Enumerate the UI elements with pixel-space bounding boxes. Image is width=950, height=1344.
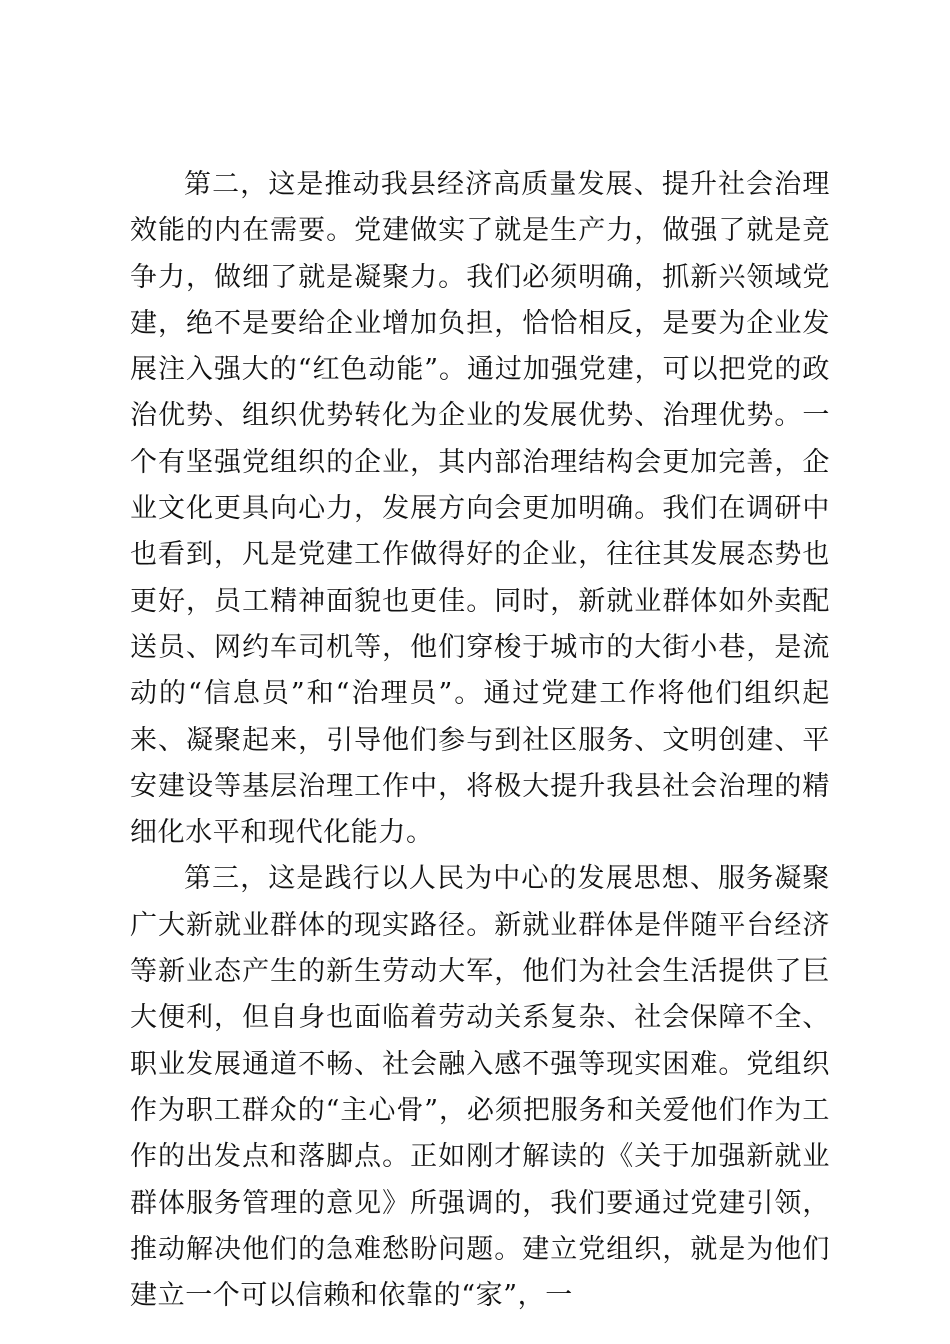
paragraph-second-point: 第二，这是推动我县经济高质量发展、提升社会治理效能的内在需要。党建做实了就是生产力，做强了就是竞争力，做细了就是凝聚力。我们必须明确，抓新兴领域党建，绝不是要给企业增加负担，恰恰相反，是要为企业发展注入强大的“红色动能”。通过加强党建，可以把党的政治优势、组织优势转化为企业的发展优势、治理优势。一个有坚强党组织的企业，其内部治理结构会更加完善，企业文化更具向心力，发展方向会更加明确。我们在调研中也看到，凡是党建工作做得好的企业，往往其发展态势也更好，员工精神面貌也更佳。同时，新就业群体如外卖配送员、网约车司机等，他们穿梭于城市的大街小巷，是流动的“信息员”和“治理员”。通过党建工作将他们组织起来、凝聚起来，引导他们参与到社区服务、文明创建、平安建设等基层治理工作中，将极大提升我县社会治理的精细化水平和现代化能力。 bbox=[130, 169, 830, 849]
document-body bbox=[130, 162, 830, 1319]
paragraph-third-point: 第三，这是践行以人民为中心的发展思想、服务凝聚广大新就业群体的现实路径。新就业群体是伴随平台经济等新业态产生的新生劳动大军，他们为社会生活提供了巨大便利，但自身也面临着劳动关系复杂、社会保障不全、职业发展通道不畅、社会融入感不强等现实困难。党组织作为职工群众的“主心骨”，必须把服务和关爱他们作为工作的出发点和落脚点。正如刚才解读的《关于加强新就业群体服务管理的意见》所强调的，我们要通过党建引领，推动解决他们的急难愁盼问题。建立党组织，就是为他们建立一个可以信赖和依靠的“家”，一 bbox=[130, 863, 830, 1312]
